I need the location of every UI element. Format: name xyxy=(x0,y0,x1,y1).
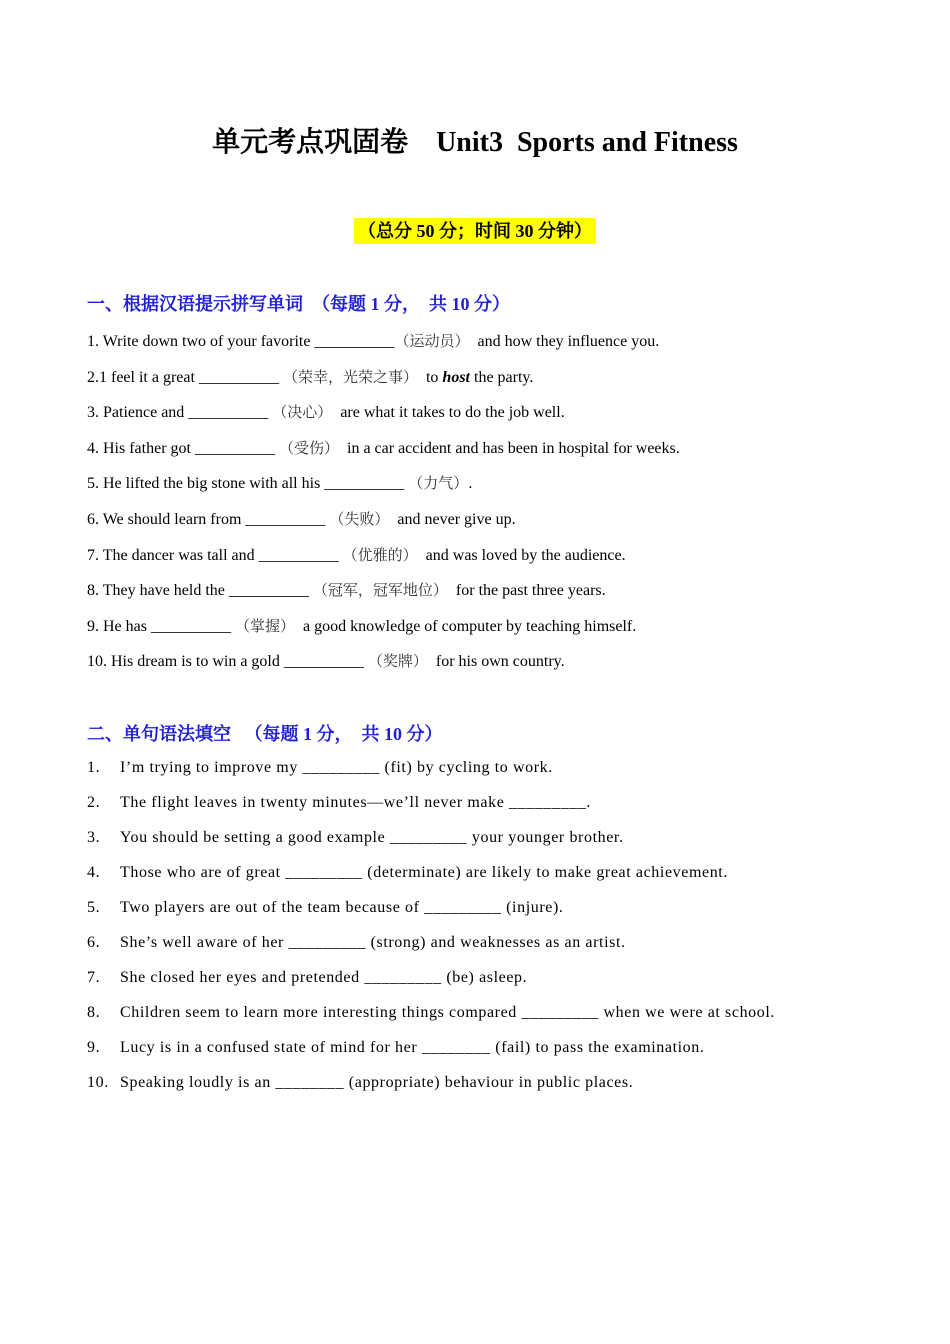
s1-question-9: 9. He has __________ （掌握） a good knowledge of computer by teaching himself. xyxy=(87,617,637,635)
s2-question-2: 2. The flight leaves in twenty minutes—we’ll never make _________. xyxy=(87,794,592,811)
s2-question-6: 6. She’s well aware of her _________ (strong) and weaknesses as an artist. xyxy=(87,934,626,951)
score-note: （总分 50 分；时间 30 分钟） xyxy=(354,218,596,244)
s2-question-4: 4. Those who are of great _________ (determinate) are likely to make great achievement. xyxy=(87,864,728,881)
score-note-row xyxy=(0,218,950,244)
s1-question-6: 6. We should learn from __________ （失败） and never give up. xyxy=(87,510,516,528)
s1-question-10: 10. His dream is to win a gold __________ （奖牌） for his own country. xyxy=(87,652,565,670)
s1-question-5: 5. He lifted the big stone with all his __________ （力气）. xyxy=(87,474,473,492)
page-title: 单元考点巩固卷 Unit3 Sports and Fitness xyxy=(212,127,738,158)
s1-question-4: 4. His father got __________ （受伤） in a car accident and has been in hospital for weeks. xyxy=(87,439,680,457)
s1-question-7: 7. The dancer was tall and __________ （优雅的） and was loved by the audience. xyxy=(87,546,626,564)
s1-question-2: 2.1 feel it a great __________ （荣幸，光荣之事） to host the party. xyxy=(87,368,534,386)
s2-question-1: 1. I’m trying to improve my _________ (fit) by cycling to work. xyxy=(87,759,553,776)
section1-heading: 一、根据汉语提示拼写单词 （每题 1 分， 共 10 分） xyxy=(87,294,510,314)
s2-question-9: 9. Lucy is in a confused state of mind for her ________ (fail) to pass the examination. xyxy=(87,1039,705,1056)
s1-question-8: 8. They have held the __________ （冠军，冠军地位） for the past three years. xyxy=(87,581,606,599)
s1-question-3: 3. Patience and __________ （决心） are what it takes to do the job well. xyxy=(87,403,565,421)
s2-question-10: 10. Speaking loudly is an ________ (appropriate) behaviour in public places. xyxy=(87,1074,634,1091)
section2-heading: 二、单句语法填空 （每题 1 分， 共 10 分） xyxy=(87,724,443,744)
s2-question-5: 5. Two players are out of the team because of _________ (injure). xyxy=(87,899,564,916)
s1-question-1: 1. Write down two of your favorite __________（运动员） and how they influence you. xyxy=(87,332,660,350)
s2-question-3: 3. You should be setting a good example _________ your younger brother. xyxy=(87,829,624,846)
s2-question-7: 7. She closed her eyes and pretended _________ (be) asleep. xyxy=(87,969,528,986)
s2-question-8: 8. Children seem to learn more interesting things compared _________ when we were at school. xyxy=(87,1004,776,1021)
